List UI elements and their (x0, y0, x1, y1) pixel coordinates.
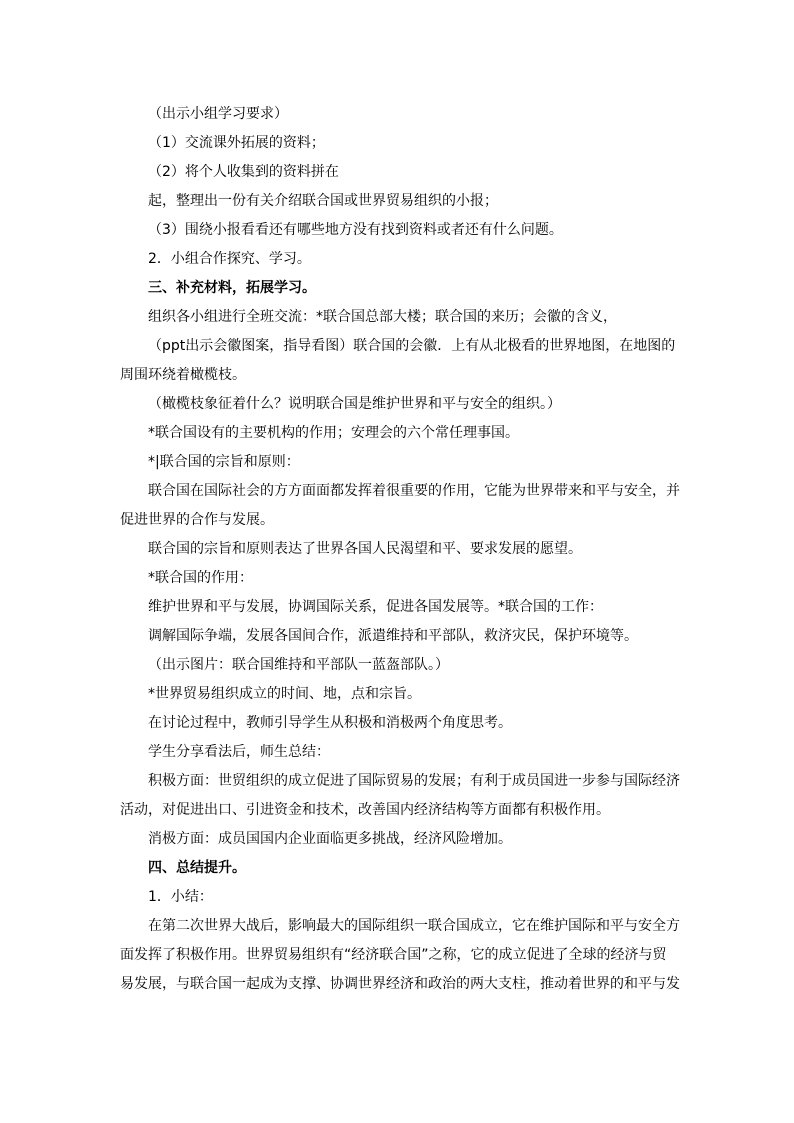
paragraph-class-exchange: 组织各小组进行全班交流：*联合国总部大楼；联合国的来历；会徽的含义， (148, 309, 617, 325)
paragraph-work: 调解国际争端，发展各国间合作，派遣维持和平部队，救济灾民，保护环境等。 (148, 628, 638, 644)
paragraph-requirement-1: （1）交流课外拓展的资料； (148, 135, 325, 151)
section-heading-3: 三、补充材料，拓展学习。 (148, 280, 316, 296)
paragraph-requirement-2-cont: 起，整理出一份有关介绍联合国或世界贸易组织的小报； (148, 193, 498, 209)
section-heading-4: 四、总结提升。 (148, 860, 246, 876)
paragraph-purposes-heading: *|联合国的宗旨和原则： (148, 454, 300, 470)
paragraph-requirement-2: （2）将个人收集到的资料拼在 (148, 164, 339, 180)
paragraph-conclusion: 在第二次世界大战后，影响最大的国际组织一联合国成立，它在维护国际和平与安全方面发挥了积极作用。世界贸易组织有“经济联合国”之称，它的成立促进了全球的经济与贸易发展，与联合国一起成为支撑、协调世界经济和政治的两大支柱，推动着世界的和平与发 (120, 918, 680, 992)
paragraph-group-requirements: （出示小组学习要求） (148, 106, 288, 122)
paragraph-main-bodies: *联合国设有的主要机构的作用；安理会的六个常任理事国。 (148, 425, 519, 441)
paragraph-peacekeeping: （出示图片：联合国维持和平部队一蓝盔部队。） (148, 657, 449, 673)
paragraph-olive-branch: （橄榄枝象征着什么？说明联合国是维护世界和平与安全的组织。） (148, 396, 561, 412)
paragraph-negative: 消极方面：成员国国内企业面临更多挑战，经济风险增加。 (148, 831, 512, 847)
paragraph-un-role: 联合国在国际社会的方方面面都发挥着很重要的作用，它能为世界带来和平与安全，并促进世界的合作与发展。 (120, 483, 680, 528)
paragraph-wto: *世界贸易组织成立的时间、地，点和宗旨。 (148, 686, 421, 702)
paragraph-positive: 积极方面：世贸组织的成立促进了国际贸易的发展；有利于成员国进一步参与国际经济活动，对促进出口、引进资金和技术，改善国内经济结构等方面都有积极作用。 (120, 773, 680, 818)
paragraph-summary-intro: 学生分享看法后，师生总结： (148, 744, 330, 760)
paragraph-requirement-3: （3）围绕小报看看还有哪些地方没有找到资料或者还有什么问题。 (148, 222, 563, 238)
paragraph-step-2: 2．小组合作探究、学习。 (148, 251, 311, 267)
paragraph-summary-label: 1．小结： (148, 889, 213, 905)
paragraph-functions: 维护世界和平与发展，协调国际关系，促进各国发展等。*联合国的工作： (148, 599, 603, 615)
paragraph-emblem: （ppt出示会徽图案，指导看图）联合国的会徽．上有从北极看的世界地图，在地图的周围环绕着橄榄枝。 (120, 338, 676, 383)
paragraph-functions-heading: *联合国的作用： (148, 570, 253, 586)
paragraph-discussion: 在讨论过程中，教师引导学生从积极和消极两个角度思考。 (148, 715, 512, 731)
paragraph-purposes: 联合国的宗旨和原则表达了世界各国人民渴望和平、要求发展的愿望。 (148, 541, 582, 557)
